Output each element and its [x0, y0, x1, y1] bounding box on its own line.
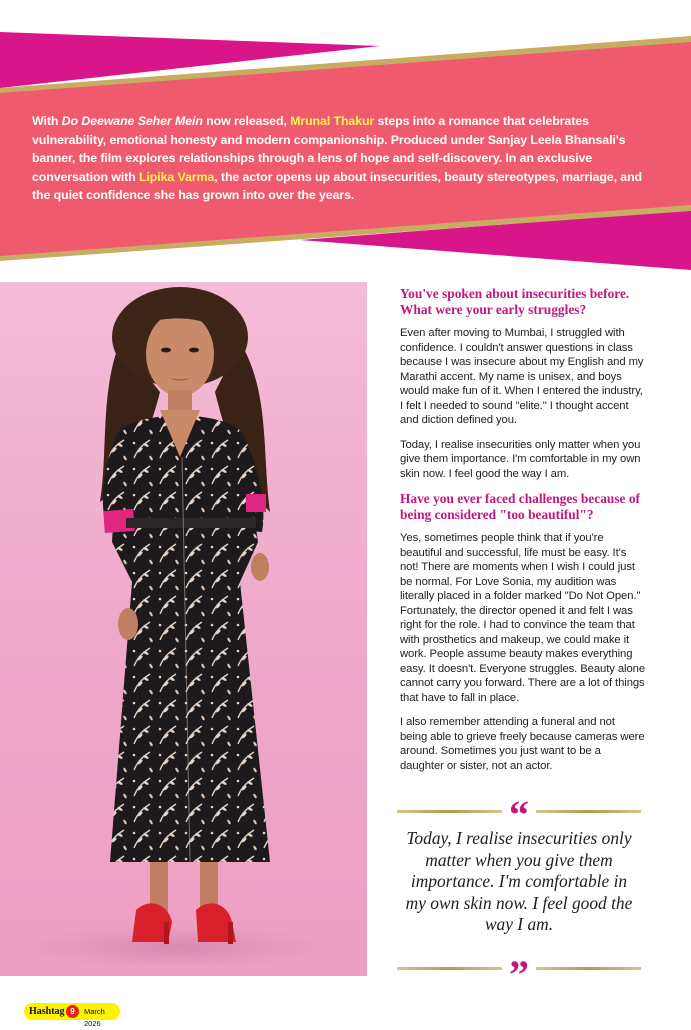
answer-2-paragraph-2: I also remember attending a funeral and not being able to grieve freely because cameras were around. Sometimes you just want to be a daughter or sister, not an actor.: [400, 716, 645, 772]
pull-quote: [397, 792, 641, 997]
open-quote-icon: “: [509, 792, 529, 837]
pull-quote-rule-top-right: [536, 810, 641, 813]
pull-quote-text: Today, I realise insecurities only matter when you give them importance. I'm comfortable in my own skin now. I feel good the way I am.: [405, 828, 633, 935]
question-2: Have you ever faced challenges because of being considered "too beautiful"?: [400, 491, 640, 522]
intro-banner: [0, 0, 691, 270]
intro-paragraph: With Do Deewane Seher Mein now released, Mrunal Thakur steps into a romance that celebrates vulnerability, emotional honesty and modern companionship. Produced under Sanjay Leela Bhansali's banner, the film explores relationships through a lens of hope and self-discovery. In an exclusive conversation with Lipika Varma, the actor opens up about insecurities, beauty stereotypes, marriage, and the quiet confidence she has grown into over the years.: [32, 114, 643, 203]
film-title: Do Deewane Seher Mein: [61, 114, 203, 128]
answer-1-paragraph-1: Even after moving to Mumbai, I struggled with confidence. I couldn't answer questions in class because I was insecure about my English and my Marathi accent. My name is unisex, and boys would make fun of it. When I entered the industry, I felt I needed to sound "elite." I thought accent and diction defined you.: [400, 327, 644, 427]
actor-portrait-photo: [0, 282, 367, 976]
pull-quote-rule-bottom-right: [536, 967, 641, 970]
pull-quote-rule-top-left: [397, 810, 502, 813]
actor-name: Mrunal Thakur: [290, 114, 375, 128]
answer-1-paragraph-2: Today, I realise insecurities only matter when you give them importance. I'm comfortable in my own skin now. I feel good the way I am.: [400, 438, 641, 480]
close-quote-icon: ”: [509, 952, 529, 997]
page-number-badge: 9: [66, 1005, 79, 1018]
author-name: Lipika Varma: [138, 169, 215, 184]
question-1: You've spoken about insecurities before. What were your early struggles?: [400, 286, 630, 317]
issue-date: March 2026: [84, 1007, 105, 1028]
portrait-illustration: [0, 282, 367, 976]
answer-2-paragraph-1: Yes, sometimes people think that if you're beautiful and successful, life must be easy. It's not! There are moments when I wish I could just be normal. For Love Sonia, my audition was literally placed in a folder marked "Do Not Open." Fortunately, the director opened it and felt I was right for the role. I had to convince the team that with prosthetics and makeup, we could make it work. People assume beauty makes everything easy. It doesn't. Everyone struggles. Beauty alone cannot carry you forward. There are a lot of things that have to fall in place.: [400, 532, 645, 704]
pull-quote-rule-bottom-left: [397, 967, 502, 970]
magazine-logo: Hashtag: [29, 1006, 65, 1017]
interview-column: [400, 286, 645, 783]
